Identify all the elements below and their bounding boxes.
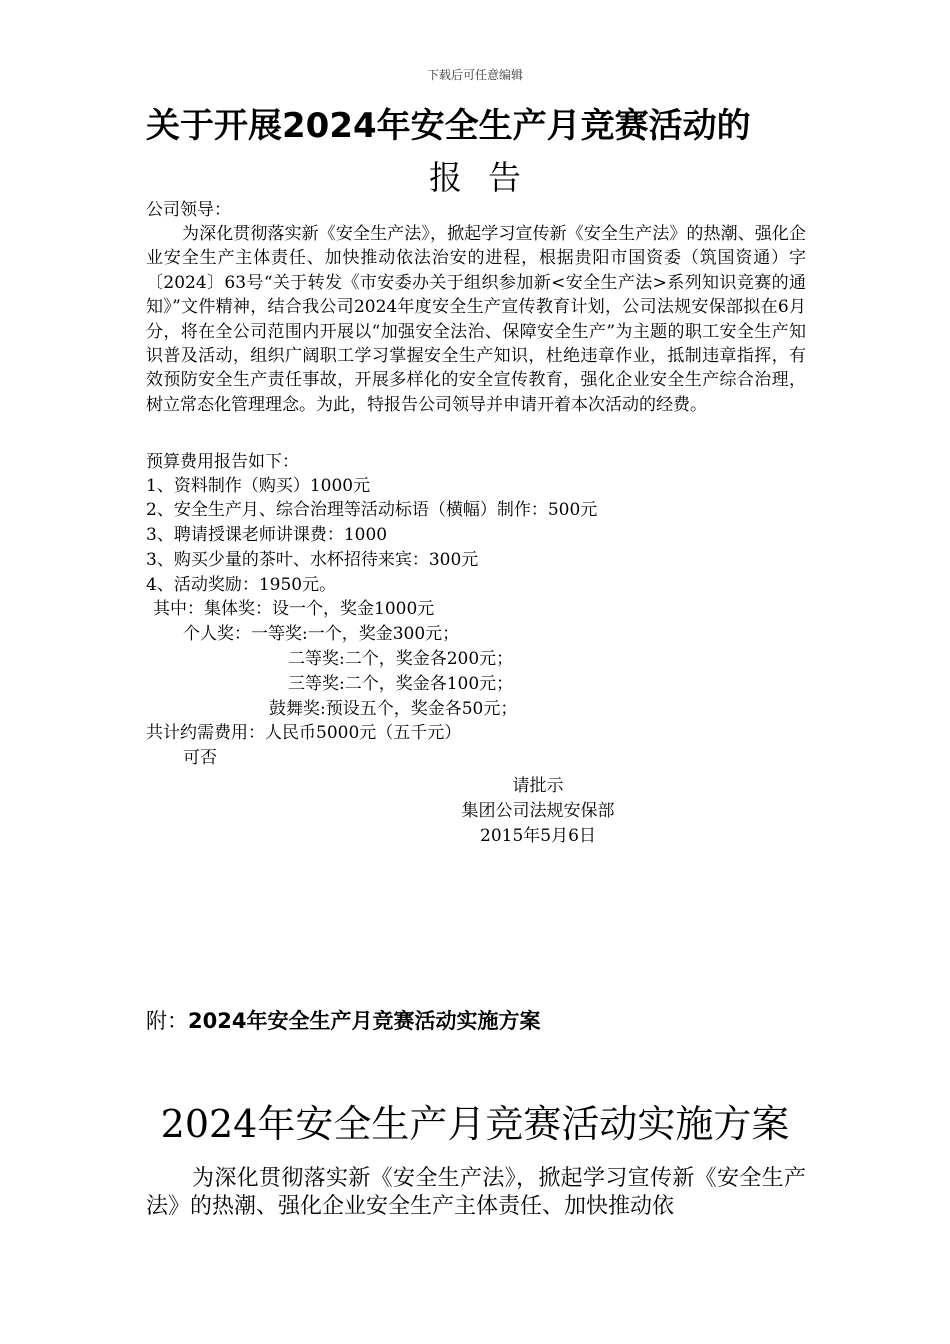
sign-request: 请批示 [512,776,564,796]
budget-item: 2、安全生产月、综合治理等活动标语（横幅）制作：500元 [146,500,598,520]
sign-date: 2015年5月6日 [480,826,596,846]
attachment-line [146,1005,540,1035]
report-title-line-1: 关于开展2024年安全生产月竞赛活动的 [146,106,751,146]
sign-department: 集团公司法规安保部 [461,801,615,821]
plan-paragraph: 为深化贯彻落实新《安全生产法》，掀起学习宣传新《安全生产法》的热潮、强化企业安全生产主体责任、加快推动依 [146,1166,806,1219]
header-note: 下载后可任意编辑 [426,68,523,82]
budget-item: 1、资料制作（购买）1000元 [146,476,371,496]
approval-question: 可否 [183,748,217,768]
attachment-title: 2024年安全生产月竞赛活动实施方案 [188,1009,541,1033]
budget-item: 4、活动奖励：1950元。 [146,575,337,595]
salutation: 公司领导： [146,200,231,220]
award-second: 二等奖:二个，奖金各200元； [288,649,514,669]
intro-paragraph: 为深化贯彻落实新《安全生产法》，掀起学习宣传新《安全生产法》的热潮、强化企业安全生产主体责任、加快推动依法治安的进程，根据贵阳市国资委（筑国资通）字〔2024〕63号“关于转发《市安委办关于组织参加新<安全生产法>系列知识竞赛的通知》”文件精神，结合我公司2024年度安全生产宣传教育计划，公司法规安保部拟在6月分，将在全公司范围内开展以“加强安全法治、保障安全生产”为主题的职工安全生产知识普及活动，组织广阔职工学习掌握安全生产知识，杜绝违章作业，抵制违章指挥，有效预防安全生产责任事故，开展多样化的安全宣传教育，强化企业安全生产综合治理，树立常态化管理理念。为此，特报告公司领导并申请开着本次活动的经费。 [146,224,806,415]
total-cost: 共计约需费用：人民币5000元（五千元） [146,723,462,743]
plan-title: 2024年安全生产月竞赛活动实施方案 [160,1102,790,1146]
report-title-line-2: 报告 [429,158,547,197]
budget-item: 3、聘请授课老师讲课费：1000 [146,525,388,545]
award-collective: 其中：集体奖：设一个，奖金1000元 [153,599,435,619]
award-third: 三等奖:二个，奖金各100元； [288,674,514,694]
budget-item: 3、购买少量的茶叶、水杯招待来宾：300元 [146,550,479,570]
award-individual: 个人奖：一等奖:一个，奖金300元； [183,624,460,644]
award-encourage: 鼓舞奖:预设五个，奖金各50元； [269,699,518,719]
attachment-label: 附： [146,1009,188,1033]
budget-heading: 预算费用报告如下： [146,452,299,472]
